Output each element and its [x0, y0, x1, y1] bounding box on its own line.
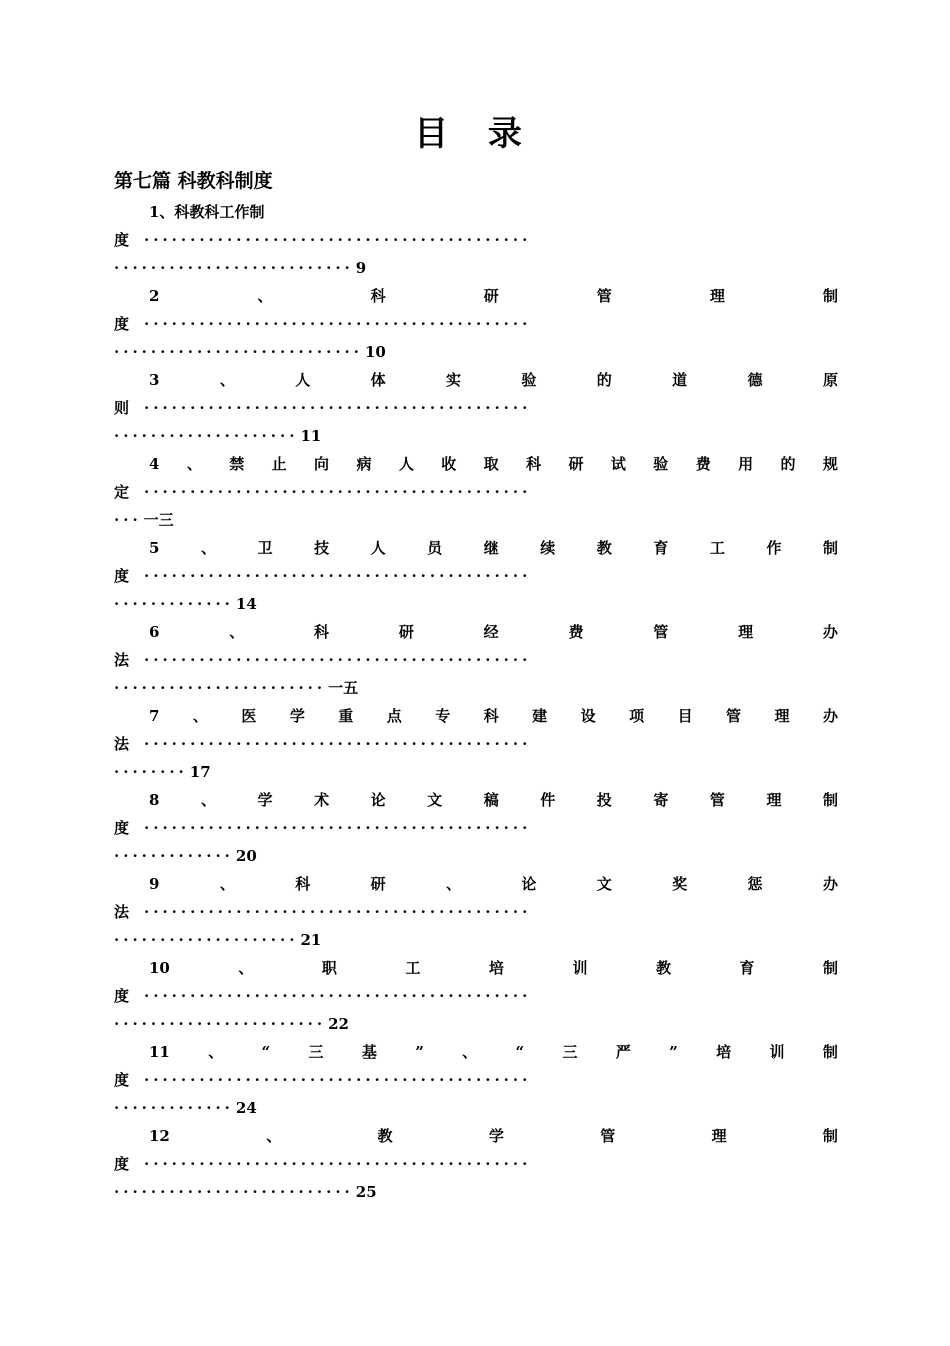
toc-title-char: 的: [780, 455, 796, 473]
toc-entry-title: [114, 366, 838, 394]
toc-title-char: 5: [149, 539, 160, 557]
toc-title-char: 三: [308, 1043, 324, 1061]
toc-title-char: 寄: [653, 791, 669, 809]
toc-entry-title: [114, 954, 838, 982]
toc-entry-leader-line: [114, 646, 838, 674]
toc-title-char: 制: [822, 1043, 838, 1061]
toc-title-char: 制: [822, 287, 838, 305]
page-number: 21: [300, 931, 322, 949]
leader-dots: ·······················: [114, 679, 327, 697]
leader-dots: ····················: [114, 427, 299, 445]
toc-title-char: 教: [596, 539, 612, 557]
toc-title-char: 病: [356, 455, 372, 473]
toc-title-char: 试: [610, 455, 626, 473]
toc-entry[interactable]: [114, 1038, 838, 1122]
toc-title-char: 、: [192, 707, 208, 725]
toc-title-char: 奖: [672, 875, 688, 893]
leader-dots: ··········································: [144, 567, 532, 585]
toc-title-char: 惩: [747, 875, 763, 893]
toc-title-char: 禁: [229, 455, 245, 473]
toc-title-char: 目: [677, 707, 693, 725]
toc-entry[interactable]: [114, 198, 838, 282]
toc-entry-page-line: [114, 926, 838, 954]
toc-title-char: 管: [709, 791, 725, 809]
toc-entry-title: [114, 1122, 838, 1150]
toc-entry[interactable]: [114, 282, 838, 366]
toc-title-char: 技: [314, 539, 330, 557]
toc-title-char: 、: [257, 287, 273, 305]
toc-entry-leader-line: [114, 478, 838, 506]
toc-entry[interactable]: [114, 450, 838, 534]
toc-title-char: 、: [208, 1043, 224, 1061]
toc-title-last-char: 度: [114, 315, 130, 333]
toc-title-char: 10: [149, 959, 170, 977]
toc-title-char: 工: [709, 539, 725, 557]
toc-title-char: 的: [596, 371, 612, 389]
toc-title-char: 人: [398, 455, 414, 473]
toc-title-char: 用: [738, 455, 754, 473]
toc-title-char: 1、科教科工作制: [149, 203, 265, 221]
leader-dots: ··········································: [144, 1155, 532, 1173]
toc-title-char: 培: [716, 1043, 732, 1061]
page-number: 9: [355, 259, 367, 277]
toc-title-char: 止: [271, 455, 287, 473]
toc-title-char: 8: [149, 791, 160, 809]
toc-title-char: 研: [370, 875, 386, 893]
toc-title-char: 德: [747, 371, 763, 389]
toc-entry-title: [114, 786, 838, 814]
page-number: 24: [235, 1099, 257, 1117]
toc-title-char: 科: [295, 875, 311, 893]
leader-dots: ··········································: [144, 903, 532, 921]
toc-title-char: 论: [521, 875, 537, 893]
toc-title-char: 重: [338, 707, 354, 725]
page-number: 10: [365, 343, 386, 361]
toc-title-char: 制: [822, 539, 838, 557]
page-number: 20: [235, 847, 257, 865]
leader-dots: ··········································: [144, 819, 532, 837]
toc-entry-leader-line: [114, 898, 838, 926]
toc-entry-title: [114, 1038, 838, 1066]
toc-title-char: 办: [822, 623, 838, 641]
toc-title-char: 道: [672, 371, 688, 389]
toc-title-char: 、: [186, 455, 202, 473]
leader-dots: ··························: [114, 1183, 354, 1201]
toc-title-last-char: 度: [114, 1071, 130, 1089]
toc-title-char: 科: [483, 707, 499, 725]
toc-title-char: 研: [398, 623, 414, 641]
toc-title-char: 、: [200, 539, 216, 557]
toc-title-char: 制: [822, 791, 838, 809]
toc-title-char: 原: [822, 371, 838, 389]
toc-title-char: 员: [427, 539, 443, 557]
toc-title-char: 、: [462, 1043, 478, 1061]
page-title: 目 录: [414, 114, 536, 154]
page-number: 17: [189, 763, 211, 781]
toc-title-char: 制: [822, 1127, 838, 1145]
leader-dots: ··········································: [144, 231, 532, 249]
toc-title-char: 人: [370, 539, 386, 557]
toc-title-char: 职: [321, 959, 337, 977]
toc-entry-title: [114, 282, 838, 310]
toc-entry-leader-line: [114, 226, 838, 254]
toc-title-char: 文: [427, 791, 443, 809]
toc-title-char: 办: [822, 875, 838, 893]
leader-dots: ··········································: [144, 315, 532, 333]
toc-title-char: 培: [488, 959, 504, 977]
toc-entry-leader-line: [114, 814, 838, 842]
leader-dots: ·············: [114, 847, 234, 865]
toc-entry-page-line: [114, 338, 838, 366]
toc-entry-page-line: [114, 1010, 838, 1038]
toc-title-char: 理: [738, 623, 754, 641]
leader-dots: ··········································: [144, 399, 532, 417]
leader-dots: ·············: [114, 595, 234, 613]
toc-title-char: 理: [711, 1127, 727, 1145]
toc-title-char: 体: [370, 371, 386, 389]
toc-entry-page-line: [114, 422, 838, 450]
leader-dots: ··········································: [144, 735, 532, 753]
page-number: 14: [235, 595, 257, 613]
toc-entry-page-line: [114, 842, 838, 870]
toc-title-last-char: 度: [114, 231, 130, 249]
toc-title-char: 作: [766, 539, 782, 557]
page-number: 11: [300, 427, 322, 445]
leader-dots: ··········································: [144, 483, 532, 501]
toc-title-char: 教: [377, 1127, 393, 1145]
toc-title-last-char: 度: [114, 567, 130, 585]
section-heading: 第七篇 科教科制度: [114, 170, 273, 192]
toc-entry[interactable]: [114, 366, 838, 450]
toc-title-char: 科: [526, 455, 542, 473]
toc-title-char: ”: [669, 1043, 678, 1061]
toc-title-last-char: 则: [114, 399, 130, 417]
toc-title-char: 研: [483, 287, 499, 305]
toc-title-char: 论: [370, 791, 386, 809]
toc-entry[interactable]: [114, 618, 838, 702]
toc-title-char: 专: [435, 707, 451, 725]
leader-dots: ········: [114, 763, 188, 781]
toc-entry[interactable]: [114, 870, 838, 954]
toc-entry[interactable]: [114, 786, 838, 870]
leader-dots: ····················: [114, 931, 299, 949]
toc-entry-title: [114, 702, 838, 730]
toc-entry-leader-line: [114, 1066, 838, 1094]
toc-entry-title: [114, 450, 838, 478]
toc-title-char: 术: [314, 791, 330, 809]
toc-title-char: 医: [241, 707, 257, 725]
leader-dots: ·············: [114, 1099, 234, 1117]
page-number: 22: [328, 1015, 349, 1033]
toc-entry-leader-line: [114, 1150, 838, 1178]
toc-title-char: 稿: [483, 791, 499, 809]
toc-entry[interactable]: [114, 534, 838, 618]
toc-title-char: 费: [568, 623, 584, 641]
toc-title-char: 件: [540, 791, 556, 809]
toc-title-char: 育: [653, 539, 669, 557]
toc-title-char: 续: [540, 539, 556, 557]
toc-title-char: 教: [655, 959, 671, 977]
toc-title-char: 点: [386, 707, 402, 725]
leader-dots: ··········································: [144, 651, 532, 669]
toc-title-char: 工: [405, 959, 421, 977]
leader-dots: ··········································: [144, 1071, 532, 1089]
page-number: 一五: [328, 679, 359, 697]
page-number: 25: [355, 1183, 377, 1201]
toc-title-char: 验: [653, 455, 669, 473]
toc-title-char: 、: [238, 959, 254, 977]
toc-title-char: 4: [149, 455, 160, 473]
toc-title-char: 项: [629, 707, 645, 725]
toc-entry-page-line: [114, 254, 838, 282]
toc-title-char: 育: [739, 959, 755, 977]
toc-entry-leader-line: [114, 982, 838, 1010]
toc-title-char: 12: [149, 1127, 170, 1145]
toc-title-char: 建: [532, 707, 548, 725]
toc-entry-leader-line: [114, 562, 838, 590]
toc-title-char: 规: [822, 455, 838, 473]
leader-dots: ·······················: [114, 1015, 327, 1033]
toc-entry-title: [114, 534, 838, 562]
toc-title-char: ”: [415, 1043, 424, 1061]
page-number: 一三: [143, 511, 174, 529]
leader-dots: ··········································: [144, 987, 532, 1005]
toc-title-last-char: 度: [114, 987, 130, 1005]
toc-title-char: 11: [149, 1043, 170, 1061]
toc-entry-page-line: [114, 674, 838, 702]
toc-entry-title: [114, 618, 838, 646]
toc-entry-page-line: [114, 1178, 838, 1206]
toc-entry-leader-line: [114, 394, 838, 422]
toc-title-char: 理: [774, 707, 790, 725]
toc-title-char: 训: [769, 1043, 785, 1061]
toc-title-char: 科: [370, 287, 386, 305]
leader-dots: ···: [114, 511, 142, 529]
toc-title-char: 、: [219, 371, 235, 389]
toc-title-char: 向: [314, 455, 330, 473]
toc-title-char: 、: [445, 875, 461, 893]
leader-dots: ··························: [114, 259, 354, 277]
toc-title-last-char: 度: [114, 1155, 130, 1173]
toc-entry-page-line: [114, 1094, 838, 1122]
toc-title-last-char: 法: [114, 903, 130, 921]
toc-title-char: 7: [149, 707, 160, 725]
toc-title-char: 学: [289, 707, 305, 725]
toc-title-last-char: 法: [114, 735, 130, 753]
toc-title-char: 学: [257, 791, 273, 809]
toc-title-last-char: 法: [114, 651, 130, 669]
toc-title-char: 、: [229, 623, 245, 641]
toc-title-char: 验: [521, 371, 537, 389]
toc-title-char: 费: [695, 455, 711, 473]
toc-title-last-char: 度: [114, 819, 130, 837]
toc-title-char: 管: [596, 287, 612, 305]
toc-entry-page-line: [114, 590, 838, 618]
toc-title-char: 收: [441, 455, 457, 473]
toc-title-char: 设: [580, 707, 596, 725]
table-of-contents: [114, 198, 838, 1206]
toc-title-char: 卫: [257, 539, 273, 557]
toc-title-char: 、: [266, 1127, 282, 1145]
toc-title-char: 6: [149, 623, 160, 641]
toc-entry-title: [114, 198, 838, 226]
toc-title-char: 管: [653, 623, 669, 641]
toc-title-char: 取: [483, 455, 499, 473]
toc-title-char: 理: [709, 287, 725, 305]
toc-title-char: 2: [149, 287, 160, 305]
toc-title-char: 3: [149, 371, 160, 389]
toc-title-char: 制: [822, 959, 838, 977]
toc-title-char: 文: [596, 875, 612, 893]
toc-title-char: 基: [361, 1043, 377, 1061]
leader-dots: ···························: [114, 343, 363, 361]
toc-title-char: 研: [568, 455, 584, 473]
toc-title-char: 三: [562, 1043, 578, 1061]
toc-title-char: “: [261, 1043, 271, 1061]
toc-title-char: 理: [766, 791, 782, 809]
toc-title-char: 投: [596, 791, 612, 809]
toc-title-char: 训: [572, 959, 588, 977]
toc-entry-page-line: [114, 506, 838, 534]
toc-entry[interactable]: [114, 702, 838, 786]
toc-entry-leader-line: [114, 730, 838, 758]
toc-title-last-char: 定: [114, 483, 130, 501]
toc-title-char: 、: [200, 791, 216, 809]
toc-title-char: 继: [483, 539, 499, 557]
toc-title-char: 管: [600, 1127, 616, 1145]
toc-title-char: 办: [822, 707, 838, 725]
toc-title-char: 人: [295, 371, 311, 389]
toc-title-char: 9: [149, 875, 160, 893]
toc-title-char: 、: [219, 875, 235, 893]
toc-title-char: 经: [483, 623, 499, 641]
toc-title-char: 学: [488, 1127, 504, 1145]
toc-entry-leader-line: [114, 310, 838, 338]
toc-title-char: 严: [615, 1043, 631, 1061]
toc-entry[interactable]: [114, 954, 838, 1038]
toc-title-char: “: [515, 1043, 525, 1061]
toc-title-char: 实: [445, 371, 461, 389]
toc-entry-page-line: [114, 758, 838, 786]
toc-entry[interactable]: [114, 1122, 838, 1206]
toc-title-char: 科: [314, 623, 330, 641]
toc-title-char: 管: [726, 707, 742, 725]
toc-entry-title: [114, 870, 838, 898]
